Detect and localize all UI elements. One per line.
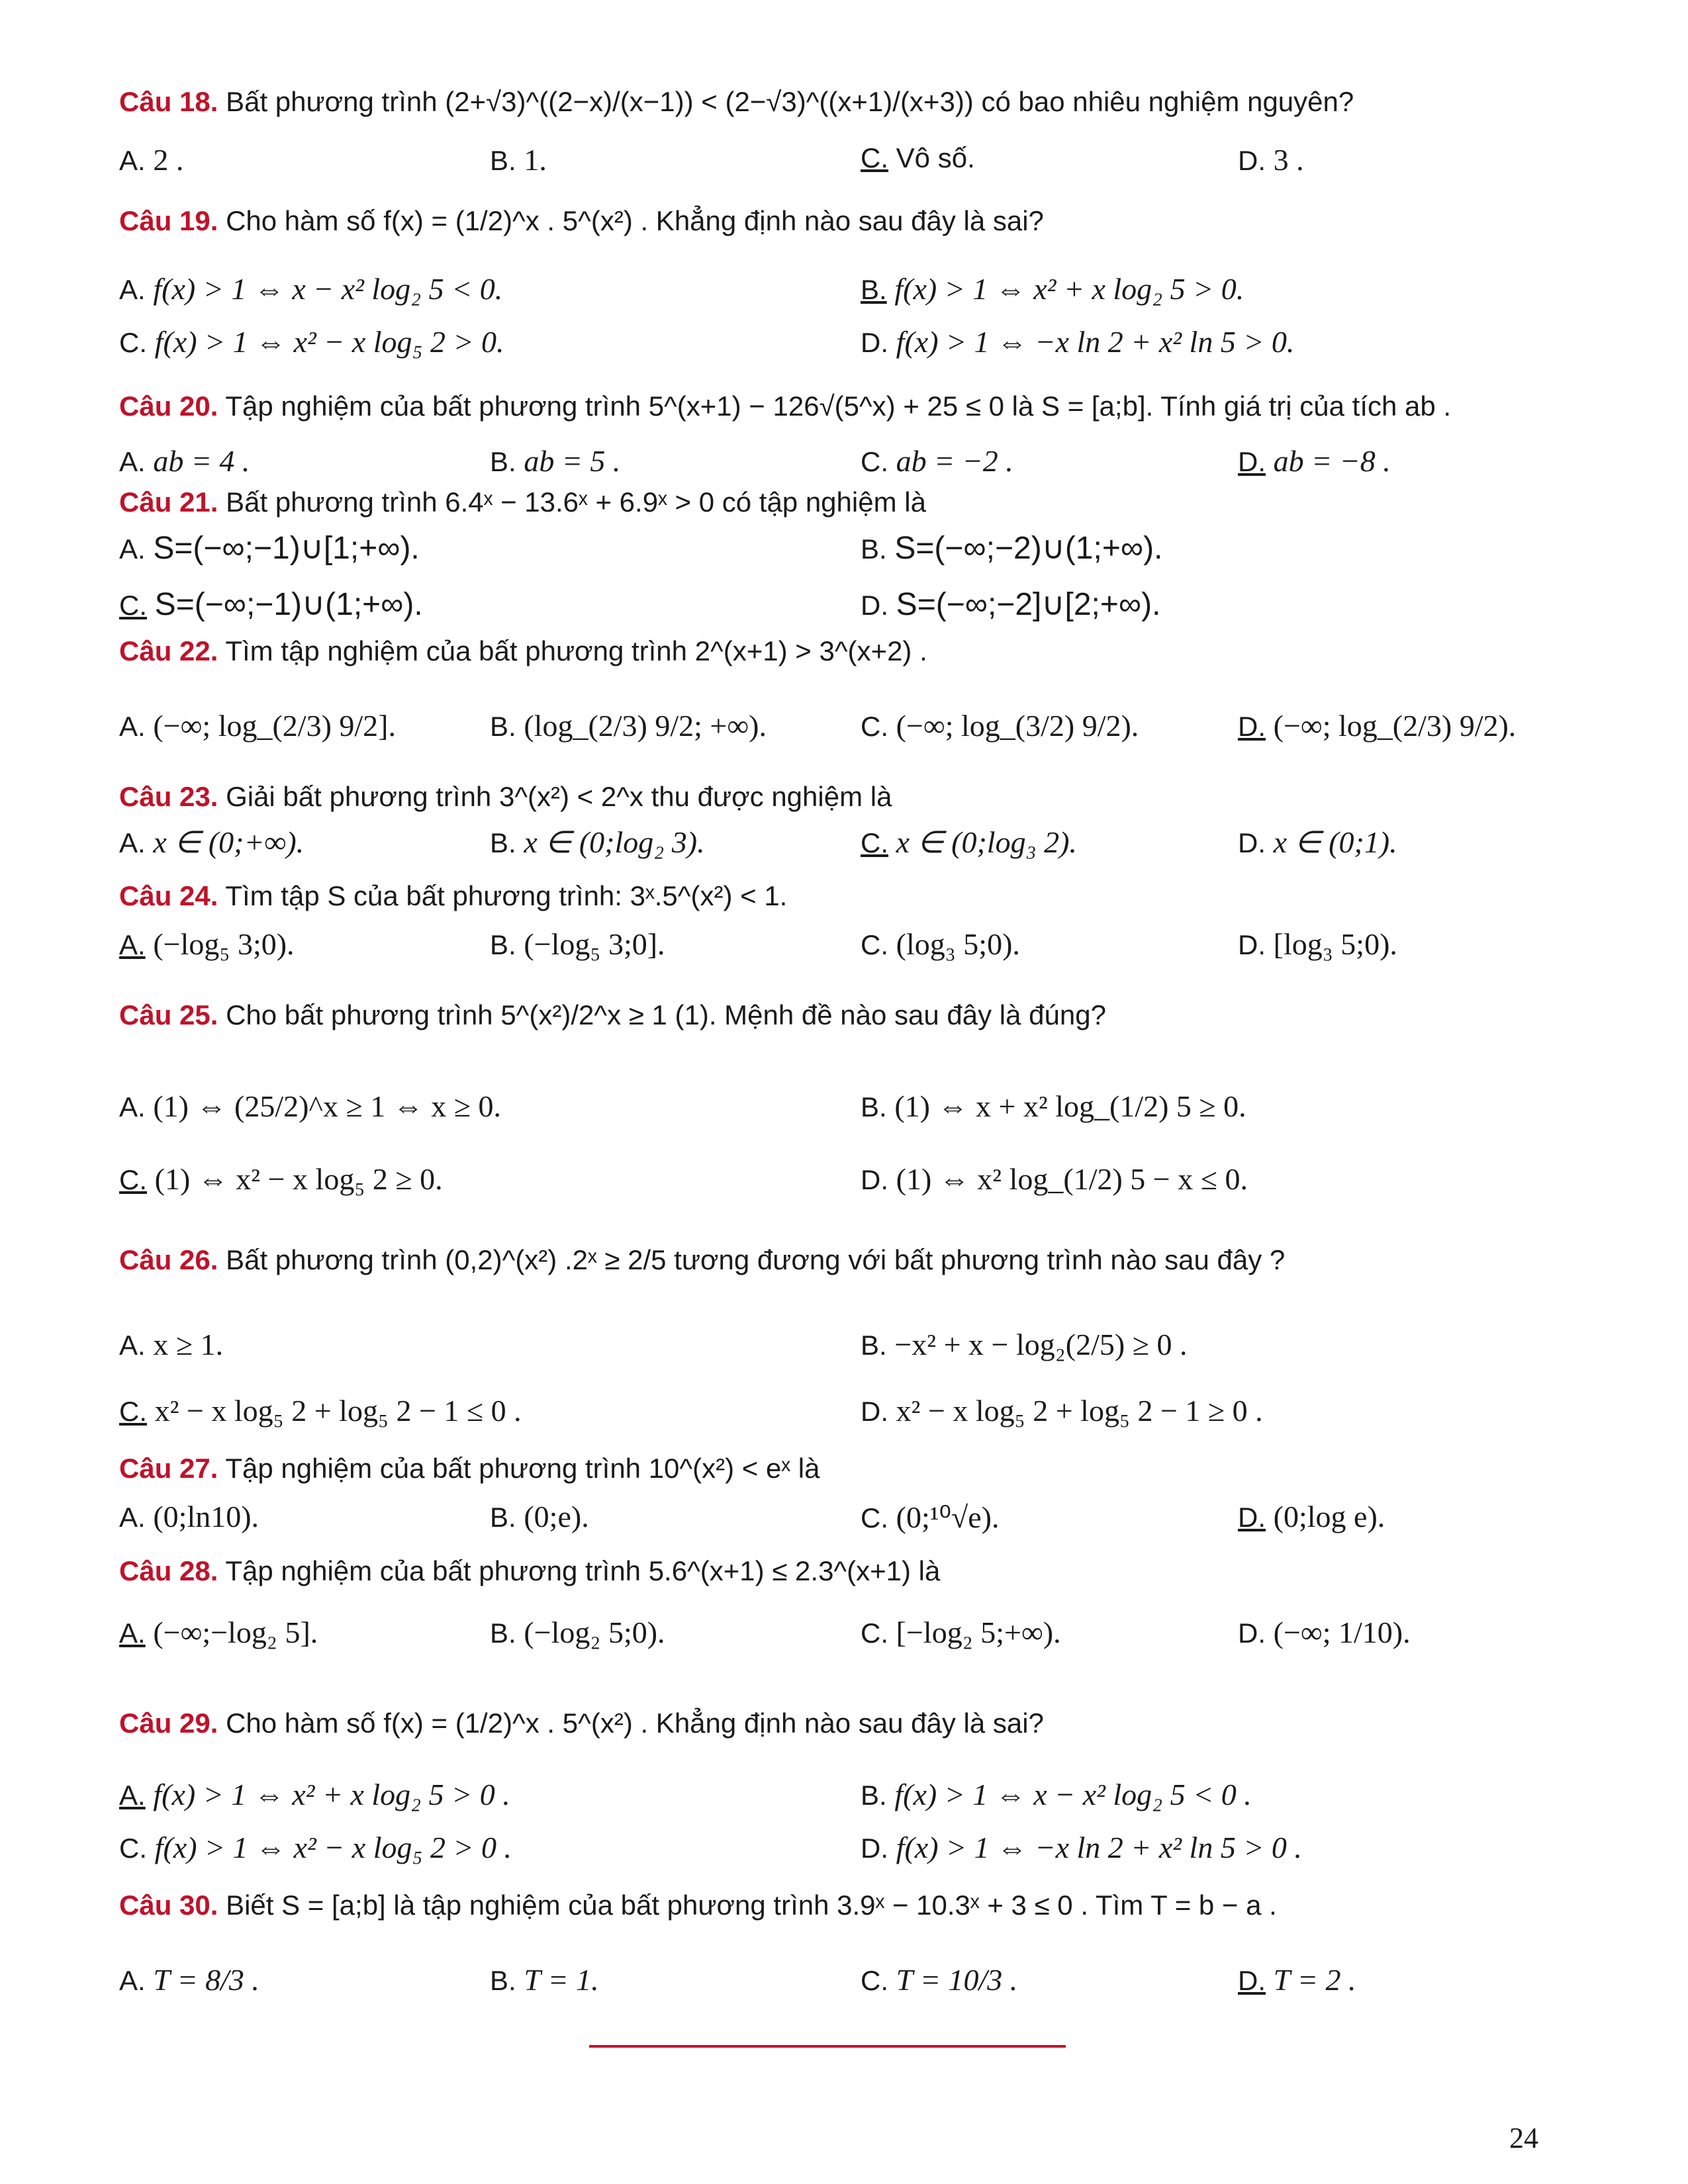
question-26: Câu 26. Bất phương trình (0,2)^(x²) .2ˣ ≥ 2/5 tương đương với bất phương trình nào sau đây ? (119, 1244, 1286, 1275)
option-d: D. S=(−∞;−2]∪[2;+∞). (861, 587, 1161, 622)
option-c: C. (0;¹⁰√e). (861, 1500, 1000, 1534)
option-d: D. f(x) > 1 ⇔ −x ln 2 + x² ln 5 > 0. (861, 325, 1295, 359)
question-19: Câu 19. Cho hàm số f(x) = (1/2)^x . 5^(x²) . Khẳng định nào sau đây là sai? (119, 205, 1044, 236)
option-d: D. [log₃ 5;0). (1238, 927, 1397, 961)
option-c: C. f(x) > 1 ⇔ x² − x log₅ 2 > 0 . (119, 1831, 512, 1864)
option-a: A. f(x) > 1 ⇔ x − x² log₂ 5 < 0. (119, 272, 503, 306)
option-c: C. S=(−∞;−1)∪(1;+∞). (119, 587, 423, 622)
option-b: B. (0;e). (490, 1500, 589, 1533)
question-22: Câu 22. Tìm tập nghiệm của bất phương trình 2^(x+1) > 3^(x+2) . (119, 635, 927, 666)
option-b: B. x ∈ (0;log₂ 3). (490, 825, 705, 859)
option-a: A. x ∈ (0;+∞). (119, 825, 305, 859)
option-a: A. T = 8/3 . (119, 1963, 259, 1997)
option-a: A. S=(−∞;−1)∪[1;+∞). (119, 531, 420, 566)
option-a: A. x ≥ 1. (119, 1328, 224, 1361)
option-c: C. x² − x log₅ 2 + log₅ 2 − 1 ≤ 0 . (119, 1394, 522, 1428)
option-d: D. x ∈ (0;1). (1238, 825, 1397, 859)
section-divider (589, 2045, 1066, 2048)
option-b: B. (1) ⇔ x + x² log_(1/2) 5 ≥ 0. (861, 1089, 1246, 1123)
question-27: Câu 27. Tập nghiệm của bất phương trình 10^(x²) < eˣ là (119, 1453, 820, 1484)
option-d: D. T = 2 . (1238, 1963, 1356, 1997)
option-d: D. f(x) > 1 ⇔ −x ln 2 + x² ln 5 > 0 . (861, 1831, 1302, 1864)
option-a: A. (−∞;−log₂ 5]. (119, 1615, 318, 1649)
option-b: B. S=(−∞;−2)∪(1;+∞). (861, 531, 1163, 566)
option-c: C. x ∈ (0;log₃ 2). (861, 825, 1077, 859)
option-d: D. (−∞; log_(2/3) 9/2). (1238, 709, 1517, 743)
option-a: A. f(x) > 1 ⇔ x² + x log₂ 5 > 0 . (119, 1778, 510, 1811)
option-b: B. T = 1. (490, 1963, 599, 1997)
option-c: C. T = 10/3 . (861, 1963, 1018, 1997)
question-24: Câu 24. Tìm tập S của bất phương trình: 3ˣ.5^(x²) < 1. (119, 880, 788, 911)
option-a: A. (1) ⇔ (25/2)^x ≥ 1 ⇔ x ≥ 0. (119, 1089, 501, 1123)
question-29: Câu 29. Cho hàm số f(x) = (1/2)^x . 5^(x²) . Khẳng định nào sau đây là sai? (119, 1707, 1044, 1739)
option-b: B. (−log₂ 5;0). (490, 1615, 665, 1649)
question-number: Câu 18. (119, 86, 218, 117)
option-c: C. (1) ⇔ x² − x log₅ 2 ≥ 0. (119, 1162, 443, 1196)
option-c: C. [−log₂ 5;+∞). (861, 1615, 1061, 1649)
option-c: C. ab = −2 . (861, 444, 1013, 478)
option-a: A. (−log₅ 3;0). (119, 927, 295, 961)
option-c: C. f(x) > 1 ⇔ x² − x log₅ 2 > 0. (119, 325, 504, 359)
option-b: B. (−log₅ 3;0]. (490, 927, 665, 961)
option-c: C. (−∞; log_(3/2) 9/2). (861, 709, 1139, 743)
question-23: Câu 23. Giải bất phương trình 3^(x²) < 2^x thu được nghiệm là (119, 781, 892, 812)
option-b: B. (log_(2/3) 9/2; +∞). (490, 709, 767, 743)
option-c: C. (log₃ 5;0). (861, 927, 1020, 961)
option-b: B. −x² + x − log₂(2/5) ≥ 0 . (861, 1328, 1188, 1361)
option-d: D. (0;log e). (1238, 1500, 1385, 1533)
option-b: B. ab = 5 . (490, 444, 621, 478)
option-d: D. x² − x log₅ 2 + log₅ 2 − 1 ≥ 0 . (861, 1394, 1263, 1428)
question-18 (119, 86, 1354, 118)
option-c: C. Vô số. (861, 142, 975, 173)
question-21: Câu 21. Bất phương trình 6.4ˣ − 13.6ˣ + 6.9ˣ > 0 có tập nghiệm là (119, 486, 926, 518)
question-25: Câu 25. Cho bất phương trình 5^(x²)/2^x ≥ 1 (1). Mệnh đề nào sau đây là đúng? (119, 999, 1106, 1030)
question-text: Bất phương trình (2+√3)^((2−x)/(x−1)) < (2−√3)^((x+1)/(x+3)) có bao nhiêu nghiệm nguyên? (226, 86, 1354, 117)
option-a: A. 2 . (119, 143, 184, 177)
question-20: Câu 20. Tập nghiệm của bất phương trình 5^(x+1) − 126√(5^x) + 25 ≤ 0 là S = [a;b]. Tính giá trị của tích ab . (119, 390, 1452, 422)
option-d: D. (−∞; 1/10). (1238, 1615, 1411, 1649)
option-d: D. ab = −8 . (1238, 444, 1391, 478)
question-28: Câu 28. Tập nghiệm của bất phương trình 5.6^(x+1) ≤ 2.3^(x+1) là (119, 1555, 941, 1586)
question-30: Câu 30. Biết S = [a;b] là tập nghiệm của bất phương trình 3.9ˣ − 10.3ˣ + 3 ≤ 0 . Tìm T = b − a . (119, 1889, 1277, 1921)
option-d: D. (1) ⇔ x² log_(1/2) 5 − x ≤ 0. (861, 1162, 1248, 1196)
option-b: B. f(x) > 1 ⇔ x² + x log₂ 5 > 0. (861, 272, 1244, 306)
option-a: A. ab = 4 . (119, 444, 250, 478)
option-b: B. f(x) > 1 ⇔ x − x² log₂ 5 < 0 . (861, 1778, 1252, 1811)
option-a: A. (0;ln10). (119, 1500, 259, 1533)
option-d: D. 3 . (1238, 143, 1304, 177)
option-a: A. (−∞; log_(2/3) 9/2]. (119, 709, 396, 743)
option-b: B. 1. (490, 143, 547, 177)
page-number: 24 (1509, 2122, 1538, 2154)
